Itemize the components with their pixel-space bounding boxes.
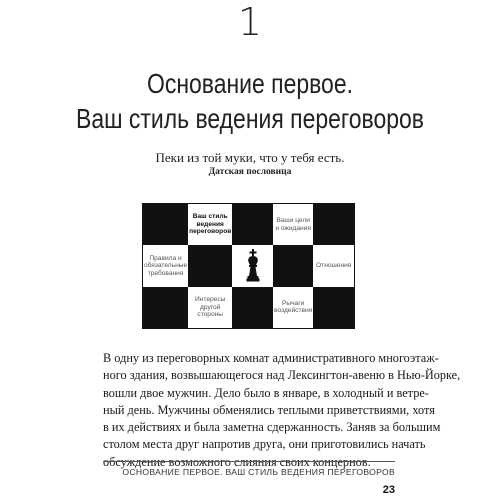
body-line: столом места друг напротив друга, они приготовились начать — [103, 437, 426, 452]
body-paragraph — [103, 350, 461, 471]
board-label-goals: Ваши цели и ожидания — [273, 204, 314, 245]
footer-divider — [103, 461, 395, 462]
epigraph — [0, 150, 500, 179]
body-line: ного здания, возвышающегося над Лексингтон-авеню в Нью-Йорке, — [103, 368, 461, 383]
chess-king-icon — [244, 249, 262, 283]
board-square — [313, 204, 354, 245]
epigraph-quote: Пеки из той муки, что у тебя есть. — [155, 150, 345, 165]
board-label-your-style: Ваш стиль ведения переговоров — [188, 204, 232, 245]
board-square — [143, 204, 188, 245]
body-line: В одну из переговорных комнат административного многоэтаж- — [103, 351, 439, 365]
body-line: ный день. Мужчины обменялись теплыми приветствиями, хотя — [103, 402, 435, 417]
board-square — [188, 245, 232, 286]
board-label-relationships: Отношения — [313, 245, 354, 286]
page-number: 23 — [382, 484, 395, 496]
board-square — [232, 204, 273, 245]
board-square — [232, 287, 273, 328]
board-square — [313, 287, 354, 328]
board-label-rules: Правила и обязательные требования — [143, 245, 188, 286]
board-label-interests: Интересы другой стороны — [188, 287, 232, 328]
running-header: ОСНОВАНИЕ ПЕРВОЕ. ВАШ СТИЛЬ ВЕДЕНИЯ ПЕРЕГОВОРОВ — [122, 467, 395, 477]
chapter-title-line-2: Ваш стиль ведения переговоров — [76, 103, 424, 134]
body-line: в их действиях и была заметна сдержанность. Заняв за большим — [103, 420, 441, 435]
body-line: вошли двое мужчин. Дело было в январе, в холодный и ветре- — [103, 385, 429, 400]
board-square — [143, 287, 188, 328]
board-square — [273, 245, 314, 286]
board-square-king — [232, 245, 273, 286]
chapter-title-line-1: Основание первое. — [147, 68, 353, 99]
body-line: обсуждение возможного слияния своих концернов. — [103, 454, 371, 469]
epigraph-source: Датская пословица — [208, 167, 292, 177]
chapter-number: 1 — [237, 0, 263, 44]
chessboard-diagram — [142, 203, 355, 329]
board-label-leverage: Рычаги воздействия — [273, 287, 314, 328]
chapter-title — [45, 66, 455, 136]
